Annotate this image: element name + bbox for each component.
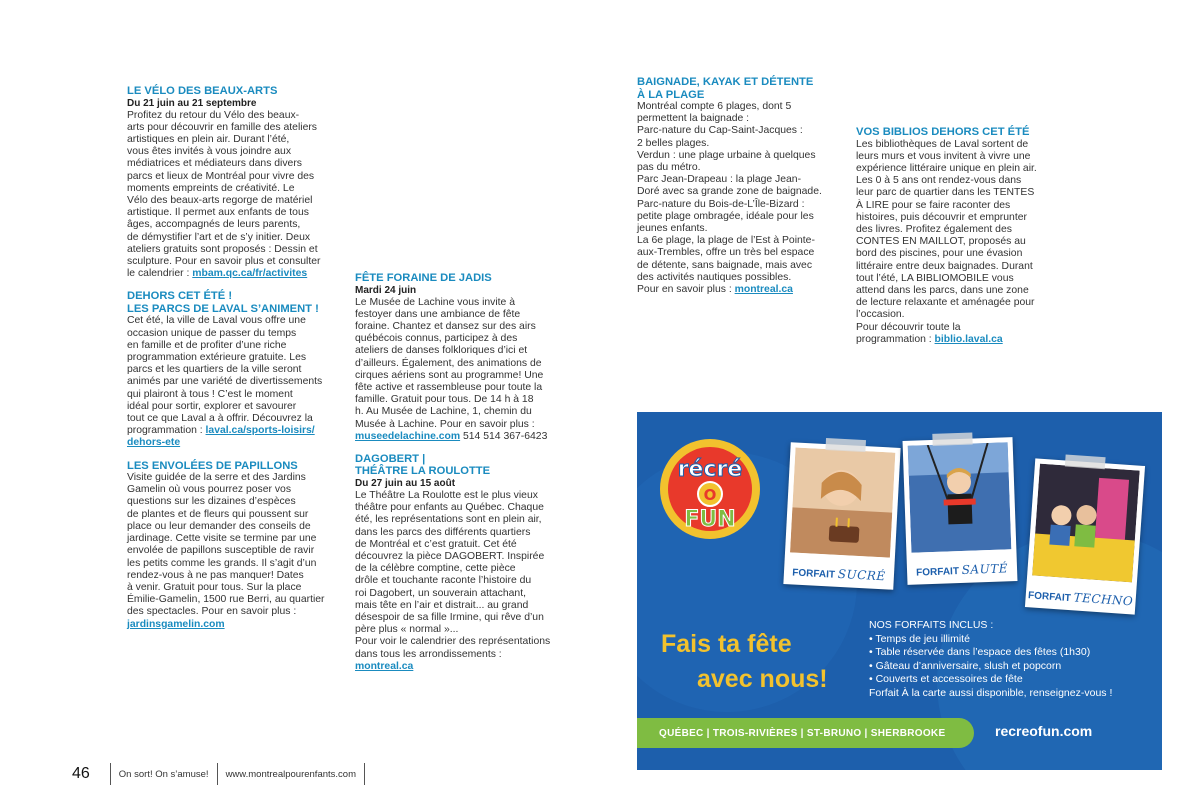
recreofun-ad[interactable] [637,412,1162,770]
body-line: animés par une variété de divertissements [127,376,323,388]
body-line: parcs et les quartiers de la ville seront [127,364,302,376]
laval-last-prefix: programmation : [127,425,206,437]
papillons-title: LES ENVOLÉES DE PAPILLONS [127,459,298,472]
laval-body [127,315,342,425]
biblios-last-prefix: programmation : [856,333,935,345]
body-line: aux-Trembles, offre un très bel espace [637,247,815,259]
body-line: littéraire entre deux baignades. Durant [856,260,1033,272]
dagobert-title-2: THÉÂTRE LA ROULOTTE [355,465,491,478]
body-line: de Montréal et c’est gratuit. Cet été [355,538,517,550]
photo-forfait-techno [1025,458,1145,614]
velo-link[interactable]: mbam.qc.ca/fr/activites [192,268,308,280]
body-line: tout ce que Laval a à offrir. Découvrez la [127,412,313,424]
caption-techno: FORFAIT TECHNO [1027,590,1134,609]
body-line: vous êtes invités à vous joindre aux [127,146,292,158]
body-line: de la célèbre comptine, cette pièce [355,563,516,575]
body-line: Émilie-Gamelin, 1500 rue Berri, au quartier [127,594,325,606]
body-line: sculpture. Pour en savoir plus et consulter [127,255,321,267]
body-line: Le Théâtre La Roulotte est le plus vieux [355,489,538,501]
body-line: petite plage ombragée, idéale pour les [637,210,814,222]
logo-text-o: O [703,486,717,504]
body-line: père plus « normal »... [355,624,459,636]
column-3 [637,76,837,296]
body-line: Cet été, la ville de Laval vous offre une [127,315,306,327]
caption-sucre: FORFAIT SUCRÉ [791,566,886,584]
photo-forfait-sucre [783,442,900,590]
baignade-title-1: BAIGNADE, KAYAK ET DÉTENTE [637,76,814,88]
body-line: médiatrices et médiateurs dans divers [127,158,302,170]
body-line: des activités nautiques possibles. [637,271,792,283]
body-line: Pour voir le calendrier des représentations [355,636,551,648]
body-line: de démystifier l’art et de s’y initier. Deux [127,231,311,243]
biblios-body [856,139,1056,334]
footer-tagline: On sort! On s’amuse! [118,768,209,780]
body-line: festoyer dans une ambiance de fête [355,308,521,320]
velo-date: Du 21 juin au 21 septembre [127,97,257,109]
body-line: foraine. Chantez et dansez sur des airs [355,320,536,332]
body-line: à venir. Gratuit pour tous. Sur la place [127,581,302,593]
foraine-phone: 514 514 367-6423 [460,430,548,442]
body-line: âges, accompagnés de leurs parents, [127,219,301,231]
body-line: histoires, puis découvrir et emprunter [856,211,1027,223]
column-4 [856,126,1056,346]
body-line: attend dans les parcs, dans une zone [856,284,1029,296]
caption-saute: FORFAIT SAUTÉ [916,561,1009,579]
papillons-link[interactable]: jardinsgamelin.com [127,618,225,630]
dagobert-date: Du 27 juin au 15 août [355,477,456,489]
body-line: roi Dagobert, un souverain attachant, [355,587,526,599]
body-line: jeunes enfants. [637,223,708,235]
velo-title: LE VÉLO DES BEAUX-ARTS [127,85,278,97]
velo-last-prefix: le calendrier : [127,268,193,280]
dagobert-body [355,490,570,661]
body-line: parcs et lieux de Montréal pour vivre des [127,170,315,182]
body-line: Les 0 à 5 ans ont rendez-vous dans [856,175,1022,187]
body-line: permettent la baignade : [637,113,750,125]
body-line: famille. Gratuit pour tous. De 14 h à 18 [355,394,534,406]
foraine-body [355,297,570,431]
biblios-link[interactable]: biblio.laval.ca [934,333,1003,345]
body-line: artistique. Il permet aux enfants de tous [127,207,309,219]
body-line: fête active et rassembleuse pour toute la [355,381,543,393]
laval-link-1[interactable]: laval.ca/sports-loisirs/ [205,425,315,437]
body-line: idéal pour sortir, explorer et savourer [127,400,297,412]
cities-bar: QUÉBEC | TROIS-RIVIÈRES | ST-BRUNO | SHERBROOKE [637,718,974,748]
body-line: À LIRE pour se faire raconter des [856,199,1011,211]
body-line: en famille et de profiter d’une riche [127,339,287,351]
body-line: 2 belles plages. [637,137,710,149]
body-line: les petits comme les grands. Il s’agit d’un [127,557,317,569]
body-line: de lecture relaxante et aménagée pour [856,297,1035,309]
body-line: découvrez la pièce DAGOBERT. Inspirée [355,550,545,562]
forfait-item: • Couverts et accessoires de fête [869,673,1023,686]
body-line: théâtre pour enfants au Québec. Chaque [355,502,544,514]
forfaits-included [869,619,1112,701]
forfait-item: Forfait À la carte aussi disponible, renseignez-vous ! [869,686,1113,699]
body-line: arts pour découvrir en famille des ateliers [127,121,318,133]
logo-text-fun: FUN [684,507,736,532]
body-line: l’occasion. [856,309,905,321]
body-line: La 6e plage, la plage de l’Est à Pointe- [637,235,815,247]
body-line: Verdun : une plage urbaine à quelques [637,149,816,161]
slogan-line-1: Fais ta fête [661,630,792,658]
column-1 [127,85,342,631]
body-line: désespoir de sa fille Irmine, qui rêve d’un [355,611,544,623]
dagobert-title-1: DAGOBERT | [355,452,426,465]
body-line: Les bibliothèques de Laval sortent de [856,138,1029,150]
body-line: CONTES EN MAILLOT, proposés au [856,236,1026,248]
velo-body [127,110,342,269]
body-line: cirques aériens sont au programme! Une [355,369,544,381]
recreofun-website-link[interactable]: recreofun.com [995,723,1093,739]
body-line: Le Musée de Lachine vous invite à [355,296,516,308]
body-line: qui plairont à tous ! C’est le moment [127,388,293,400]
body-line: tout l’été, LA BIBLIOMOBILE vous [856,272,1014,284]
divider [364,763,365,785]
body-line: pas du métro. [637,162,701,174]
body-line: Gamelin où vous pourrez poser vos [127,484,292,496]
forfaits-included-title: NOS FORFAITS INCLUS : [869,619,994,631]
body-line: Profitez du retour du Vélo des beaux- [127,109,300,121]
body-line: bord des piscines, pour une évasion [856,248,1023,260]
recreofun-logo [655,434,765,544]
body-line: occasion unique de passer du temps [127,327,297,339]
body-line: jardinage. Cette visite se termine par une [127,533,317,545]
laval-title-1: DEHORS CET ÉTÉ ! [127,290,233,303]
papillons-body [127,472,342,618]
body-line: place ou leur demander des conseils de [127,520,311,532]
body-line: leurs murs et vous invitent à vivre une [856,150,1031,162]
body-line: Vélo des beaux-arts regorge de matériel [127,194,313,206]
body-line: Montréal compte 6 plages, dont 5 [637,101,792,112]
body-line: Parc-nature du Bois-de-L’Île-Bizard : [637,198,805,210]
body-line: questions sur les dizaines d’espèces [127,496,296,508]
laval-link-2[interactable]: dehors-ete [127,437,181,449]
body-line: programmation extérieure gratuite. Les [127,351,307,363]
body-line: drôle et touchante raconte l’histoire du [355,575,532,587]
body-line: artistiques en plein air. Durant l’été, [127,133,290,145]
body-line: h. Au Musée de Lachine, 1, chemin du [355,406,532,418]
tape [825,438,866,452]
column-2 [355,272,570,673]
body-line: rendez-vous à ne pas manquer! Dates [127,569,304,581]
body-line: moments empreints de créativité. Le [127,182,295,194]
foraine-link[interactable]: museedelachine.com [355,430,461,442]
body-line: dans les parcs des différents quartiers [355,526,531,538]
body-line: Doré avec sa grande zone de baignade. [637,186,822,198]
body-line: dans tous les arrondissements : [355,648,502,660]
body-line: Visite guidée de la serre et des Jardins [127,472,306,484]
body-line: été, les représentations sont en plein air, [355,514,542,526]
logo-text-recre: récré [677,457,743,482]
body-line: Parc Jean-Drapeau : la plage Jean- [637,174,802,186]
photo-forfait-saute [903,437,1018,585]
baignade-body [637,101,837,284]
baignade-title-2: À LA PLAGE [637,88,705,101]
baignade-link[interactable]: montreal.ca [734,284,793,296]
divider [217,763,218,785]
forfait-item: • Table réservée dans l’espace des fêtes (1h30) [869,646,1091,659]
slogan-line-2: avec nous! [697,665,828,693]
foraine-title: FÊTE FORAINE DE JADIS [355,272,492,284]
body-line: ateliers gratuits sont proposés : Dessin et [127,243,318,255]
body-line: des livres. Profitez également des [856,223,1012,235]
body-line: Parc-nature du Cap-Saint-Jacques : [637,125,803,137]
page-number: 46 [72,765,90,782]
trampoline-boy-photo [908,442,1012,552]
body-line: Musée à Lachine. Pour en savoir plus : [355,418,535,430]
body-line: des spectacles. Pour en savoir plus : [127,606,297,618]
body-line: Pour découvrir toute la [856,321,961,333]
forfait-item: • Gâteau d’anniversaire, slush et popcorn [869,659,1062,672]
birthday-girl-photo [790,447,895,557]
laval-title-2: LES PARCS DE LAVAL S’ANIMENT ! [127,302,319,315]
body-line: expérience littéraire unique en plein air. [856,162,1037,174]
baignade-last-prefix: Pour en savoir plus : [637,284,735,296]
body-line: leur parc de quartier dans les TENTES [856,187,1035,199]
body-line: mais tête en l’air et distrait... au grand [355,599,529,611]
body-line: de détente, sans baignade, mais avec [637,259,813,271]
divider [110,763,111,785]
body-line: d’ailleurs. Également, des animations de [355,357,542,369]
body-line: de plantes et de fleurs qui poussent sur [127,508,309,520]
page-footer [72,763,373,785]
arcade-kids-photo [1032,464,1140,583]
body-line: ateliers de danses folkloriques d’ici et [355,345,528,357]
foraine-date: Mardi 24 juin [355,284,417,296]
body-line: québécois connus, participez à des [355,333,518,345]
footer-site[interactable]: www.montrealpourenfants.com [225,768,356,780]
tape [932,433,972,446]
body-line: envolée de papillons susceptible de ravir [127,545,315,557]
dagobert-link[interactable]: montreal.ca [355,660,414,672]
biblios-title: VOS BIBLIOS DEHORS CET ÉTÉ [856,126,1030,138]
forfait-item: • Temps de jeu illimité [869,632,970,645]
